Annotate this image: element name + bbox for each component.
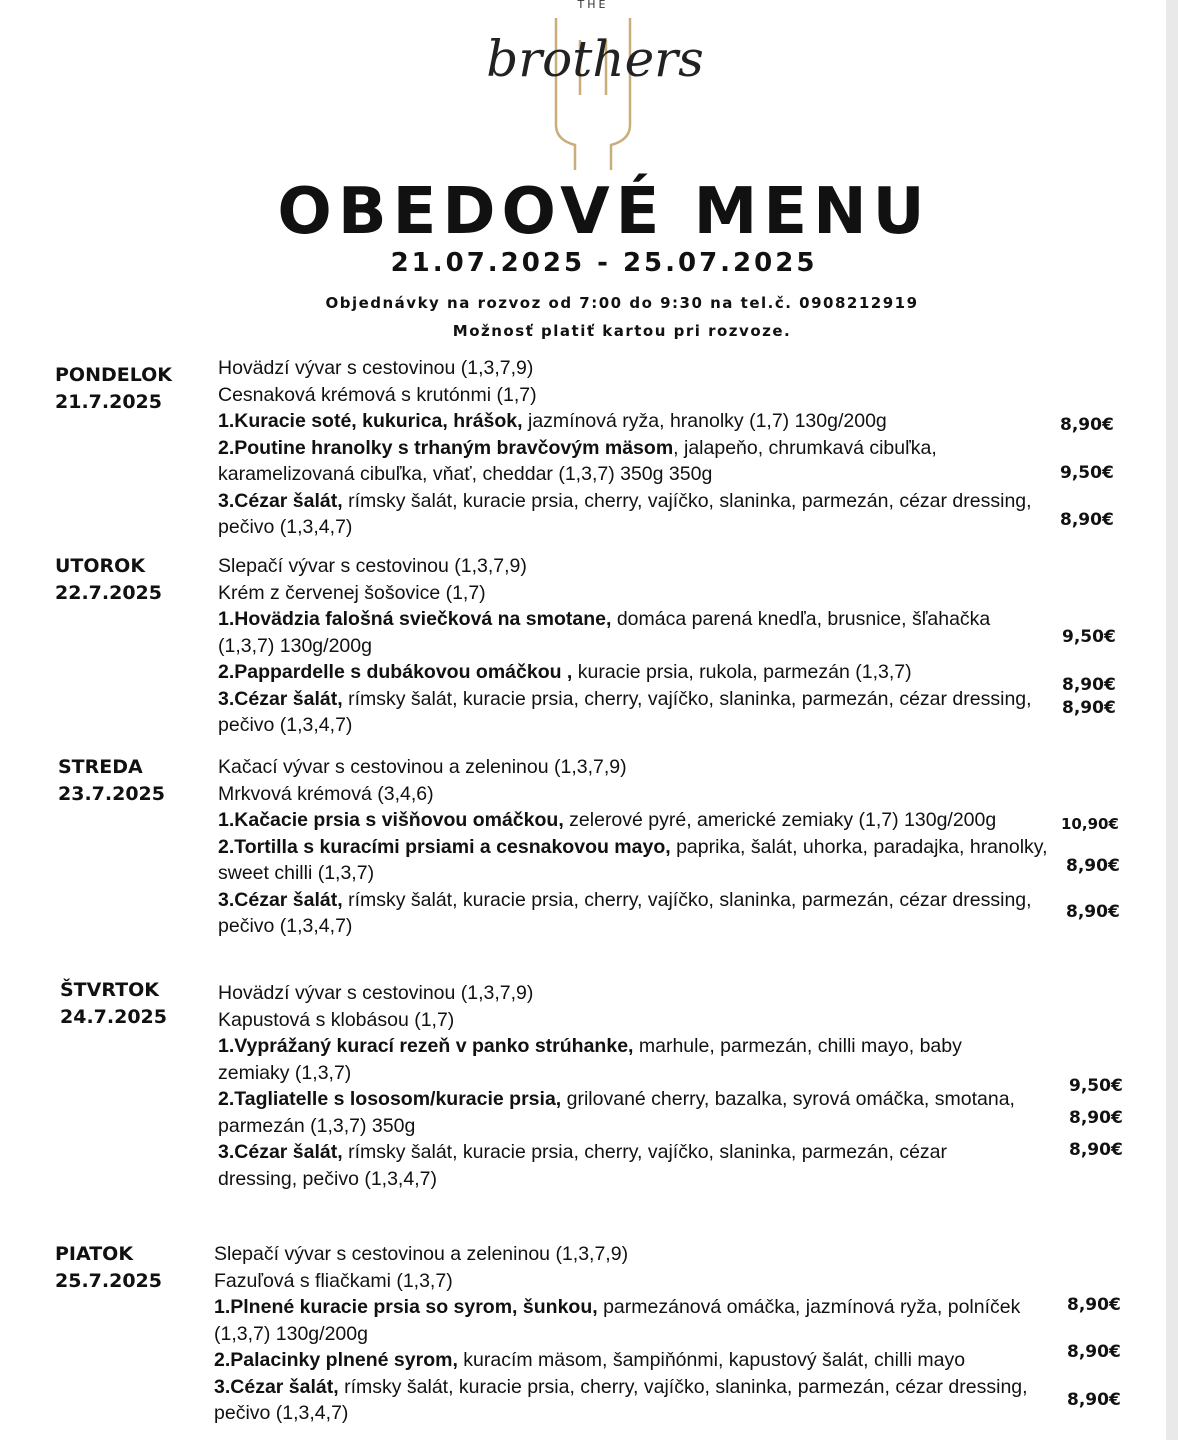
day-menu-friday <box>214 1241 1044 1427</box>
meal-desc: rímsky šalát, kuracie prsia, cherry, vajíčko, slaninka, parmezán, cézar dressing, pečivo (1,3,4,7) <box>218 888 1032 937</box>
meal-item <box>218 1139 1018 1192</box>
day-label-tuesday <box>55 553 162 607</box>
meal-name: 3.Cézar šalát, <box>214 1375 339 1398</box>
meal-price: 8,90€ <box>1066 856 1120 876</box>
meal-desc: rímsky šalát, kuracie prsia, cherry, vajíčko, slaninka, parmezán, cézar dressing, pečivo (1,3,4,7) <box>218 1141 948 1190</box>
meal-item <box>218 435 1048 488</box>
meal-desc: kuracie prsia, rukola, parmezán (1,3,7) <box>572 661 912 683</box>
meal-price: 8,90€ <box>1067 1390 1121 1410</box>
day-name: PIATOK <box>55 1243 134 1265</box>
day-date: 23.7.2025 <box>58 783 165 805</box>
page-title: OBEDOVÉ MENU <box>277 175 931 249</box>
meal-price: 8,90€ <box>1067 1342 1121 1362</box>
meal-desc: rímsky šalát, kuracie prsia, cherry, vajíčko, slaninka, parmezán, cézar dressing, pečivo (1,3,4,7) <box>218 687 1032 736</box>
soup-item: Slepačí vývar s cestovinou (1,3,7,9) <box>218 555 527 577</box>
meal-desc: marhule, parmezán, chilli mayo, baby zemiaky (1,3,7) <box>218 1035 962 1084</box>
day-date: 25.7.2025 <box>55 1270 162 1292</box>
meal-item <box>218 488 1048 541</box>
day-name: ŠTVRTOK <box>60 979 159 1001</box>
day-menu-thursday <box>218 980 1018 1192</box>
soup-item: Slepačí vývar s cestovinou a zeleninou (1,3,7,9) <box>214 1243 629 1265</box>
day-label-thursday <box>60 977 167 1031</box>
meal-name: 1.Hovädzia falošná sviečková na smotane, <box>218 608 612 630</box>
soup-item: Hovädzí vývar s cestovinou (1,3,7,9) <box>218 357 534 379</box>
meal-price: 8,90€ <box>1060 415 1114 435</box>
soup-item: Mrkvová krémová (3,4,6) <box>218 782 434 805</box>
meal-item <box>218 887 1048 940</box>
meal-price: 8,90€ <box>1066 902 1120 922</box>
meal-desc: jazmínová ryža, hranolky (1,7) 130g/200g <box>522 410 887 432</box>
meal-name: 3.Cézar šalát, <box>218 888 343 911</box>
meal-item <box>218 686 1048 739</box>
soup-item: Kačací vývar s cestovinou a zeleninou (1,3,7,9) <box>218 756 627 778</box>
meal-price: 8,90€ <box>1069 1108 1123 1128</box>
meal-price: 8,90€ <box>1067 1295 1121 1315</box>
logo-small-text: THE <box>577 0 609 11</box>
meal-item <box>218 1033 1018 1086</box>
meal-name: 1.Plnené kuracie prsia so syrom, šunkou, <box>214 1296 598 1318</box>
soup-item: Fazuľová s fliačkami (1,3,7) <box>214 1269 453 1292</box>
payment-info: Možnosť platiť kartou pri rozvoze. <box>452 322 792 340</box>
meal-price: 9,50€ <box>1060 463 1114 483</box>
meal-name: 3.Cézar šalát, <box>218 687 343 710</box>
meal-item <box>214 1294 1044 1347</box>
meal-name: 1.Vyprážaný kurací rezeň v panko strúhanke, <box>218 1035 634 1057</box>
day-name: PONDELOK <box>55 364 173 386</box>
meal-name: 2.Palacinky plnené syrom, <box>214 1349 458 1371</box>
brothers-logo <box>0 0 1178 170</box>
delivery-info: Objednávky na rozvoz od 7:00 do 9:30 na tel.č. 0908212919 <box>325 294 919 312</box>
meal-price: 8,90€ <box>1062 675 1116 695</box>
meal-name: 2.Pappardelle s dubákovou omáčkou , <box>218 661 573 683</box>
day-name: STREDA <box>58 756 143 778</box>
meal-item <box>218 408 1048 435</box>
meal-name: 3.Cézar šalát, <box>218 1141 343 1163</box>
meal-desc: rímsky šalát, kuracie prsia, cherry, vajíčko, slaninka, parmezán, cézar dressing, pečivo (1,3,4,7) <box>214 1375 1028 1424</box>
day-menu-wednesday <box>218 754 1048 940</box>
meal-price: 9,50€ <box>1069 1076 1123 1096</box>
soup-item: Krém z červenej šošovice (1,7) <box>218 581 486 604</box>
meal-desc: grilované cherry, bazalka, syrová omáčka, smotana, parmezán (1,3,7) 350g <box>218 1088 1015 1137</box>
meal-name: 1.Kuracie soté, kukurica, hrášok, <box>218 410 523 432</box>
meal-item <box>218 606 1048 659</box>
meal-name: 1.Kačacie prsia s višňovou omáčkou, <box>218 809 564 831</box>
meal-price: 8,90€ <box>1060 510 1114 530</box>
day-date: 21.7.2025 <box>55 391 162 413</box>
day-label-friday <box>55 1241 162 1295</box>
meal-desc: kuracím mäsom, šampiňónmi, kapustový šalát, chilli mayo <box>457 1349 966 1371</box>
meal-desc: zelerové pyré, americké zemiaky (1,7) 130g/200g <box>563 809 997 831</box>
day-menu-tuesday <box>218 553 1048 739</box>
meal-price: 8,90€ <box>1069 1140 1123 1160</box>
day-label-wednesday <box>58 754 165 808</box>
meal-name: 2.Tagliatelle s lososom/kuracie prsia, <box>218 1088 562 1110</box>
soup-item: Cesnaková krémová s krutónmi (1,7) <box>218 383 537 406</box>
meal-price: 10,90€ <box>1061 815 1119 833</box>
meal-item <box>218 807 1048 834</box>
day-name: UTOROK <box>55 555 146 577</box>
meal-name: 2.Tortilla s kuracími prsiami a cesnakovou mayo, <box>218 835 671 858</box>
meal-price: 8,90€ <box>1062 698 1116 718</box>
logo-script-text: brothers <box>486 30 704 88</box>
meal-item <box>214 1347 1044 1374</box>
meal-item <box>218 1086 1018 1139</box>
meal-name: 2.Poutine hranolky s trhaným bravčovým mäsom <box>218 436 674 459</box>
meal-desc: domáca parená knedľa, brusnice, šľahačka (1,3,7) 130g/200g <box>218 608 991 657</box>
meal-desc: parmezánová omáčka, jazmínová ryža, polníček (1,3,7) 130g/200g <box>214 1296 1021 1345</box>
day-date: 22.7.2025 <box>55 582 162 604</box>
day-menu-monday <box>218 355 1048 541</box>
meal-item <box>214 1374 1044 1427</box>
meal-name: 3.Cézar šalát, <box>218 489 343 512</box>
meal-price: 9,50€ <box>1062 627 1116 647</box>
meal-item <box>218 659 1048 686</box>
soup-item: Kapustová s klobásou (1,7) <box>218 1008 455 1031</box>
meal-item <box>218 834 1048 887</box>
meal-desc: , jalapeňo, chrumkavá cibuľka, karamelizovaná cibuľka, vňať, cheddar (1,3,7) 350g 350g <box>218 436 937 485</box>
meal-desc: paprika, šalát, uhorka, paradajka, hranolky, sweet chilli (1,3,7) <box>218 835 1048 884</box>
menu-dates: 21.07.2025 - 25.07.2025 <box>390 248 818 278</box>
day-label-monday <box>55 362 172 416</box>
meal-desc: rímsky šalát, kuracie prsia, cherry, vajíčko, slaninka, parmezán, cézar dressing, pečivo (1,3,4,7) <box>218 489 1032 538</box>
day-date: 24.7.2025 <box>60 1006 167 1028</box>
soup-item: Hovädzí vývar s cestovinou (1,3,7,9) <box>218 982 534 1004</box>
